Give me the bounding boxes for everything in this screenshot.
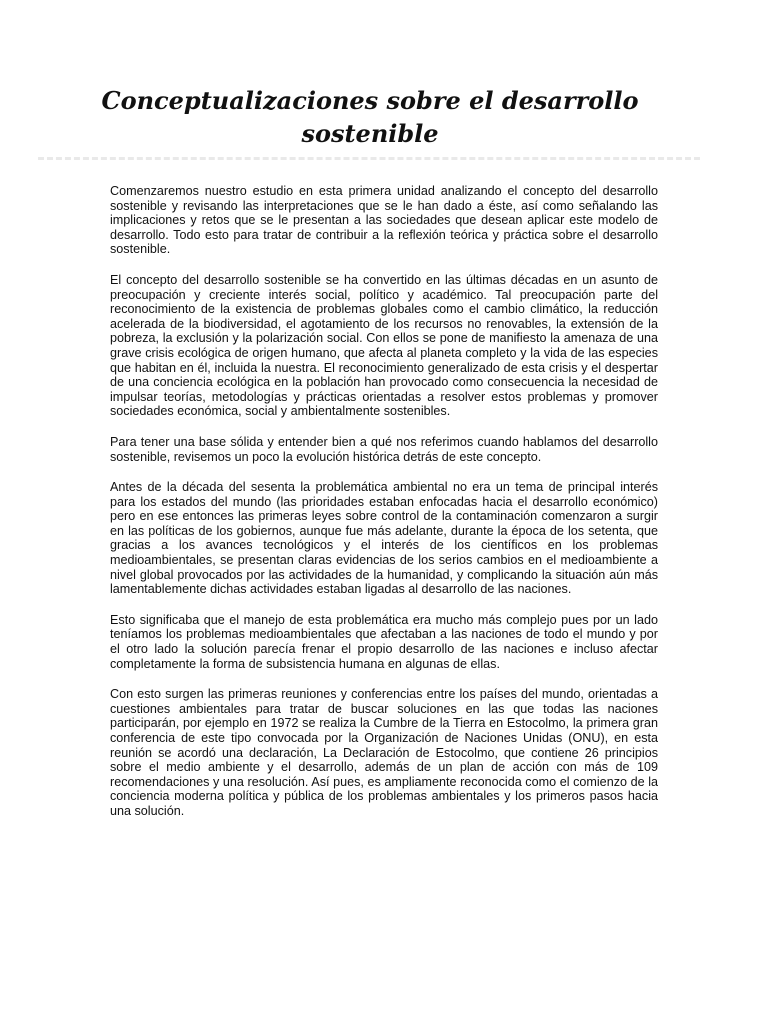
document-body <box>110 184 658 835</box>
paragraph-3: Para tener una base sólida y entender bien a qué nos referimos cuando hablamos del desarrollo sostenible, revisemos un poco la evolución histórica detrás de este concepto. <box>110 434 658 464</box>
title-divider <box>38 157 700 160</box>
paragraph-2: El concepto del desarrollo sostenible se ha convertido en las últimas décadas en un asunto de preocupación y creciente interés social, político y académico. Tal preocupación parte del reconocimiento de la existencia de problemas globales como el cambio climático, la reducción acelerada de la biodiversidad, el agotamiento de los recursos no renovables, la extensión de la pobreza, la exclusión y la polarización social. Con ellos se pone de manifiesto la amenaza de una grave crisis ecológica de origen humano, que afecta al planeta completo y la vida de las especies que habitan en él, incluida la nuestra. El reconocimiento generalizado de esta crisis y el despertar de una conciencia ecológica en la población han provocado como consecuencia la necesidad de impulsar teorías, metodologías y prácticas orientadas a resolver estos problemas y promover sociedades económica, social y ambientalmente sostenibles. <box>110 272 658 419</box>
paragraph-4: Antes de la década del sesenta la problemática ambiental no era un tema de principal interés para los estados del mundo (las prioridades estaban enfocadas hacia el desarrollo económico) pero en ese entonces las primeras leyes sobre control de la contaminación comenzaron a surgir en las políticas de los gobiernos, aunque fue más adelante, durante la época de los setenta, que gracias a los avances tecnológicos y el interés de los científicos en los problemas medioambientales, se presentan claras evidencias de los serios cambios en el medioambiente a nivel global provocados por las actividades de la humanidad, y complicando la situación aún más lamentablemente dichas actividades estaban ligadas al desarrollo de las naciones. <box>110 480 658 597</box>
paragraph-6: Con esto surgen las primeras reuniones y conferencias entre los países del mundo, orientadas a cuestiones ambientales para tratar de buscar soluciones en las que todas las naciones participarán, por ejemplo en 1972 se realiza la Cumbre de la Tierra en Estocolmo, la primera gran conferencia de este tipo convocada por la Organización de Naciones Unidas (ONU), en esta reunión se acordó una declaración, La Declaración de Estocolmo, que contiene 26 principios sobre el medio ambiente y el desarrollo, además de un plan de acción con más de 109 recomendaciones y una resolución. Así pues, es ampliamente reconocida como el comienzo de la conciencia moderna política y pública de los problemas ambientales y los primeros pasos hacia una solución. <box>110 687 658 818</box>
page-title: Conceptualizaciones sobre el desarrollo sostenible <box>101 86 639 148</box>
paragraph-5: Esto significaba que el manejo de esta problemática era mucho más complejo pues por un lado teníamos los problemas medioambientales que afectaban a las naciones de todo el mundo y por el otro lado la solución parecía frenar el propio desarrollo de las naciones e incluso afectar completamente la forma de subsistencia humana en algunas de ellas. <box>110 612 658 671</box>
paragraph-1: Comenzaremos nuestro estudio en esta primera unidad analizando el concepto del desarrollo sostenible y revisando las interpretaciones que se le han dado a éste, así como señalando las implicaciones y retos que se le presentan a las sociedades que desean aplicar este modelo de desarrollo. Todo esto para tratar de contribuir a la reflexión teórica y práctica sobre el desarrollo sostenible. <box>110 184 658 257</box>
